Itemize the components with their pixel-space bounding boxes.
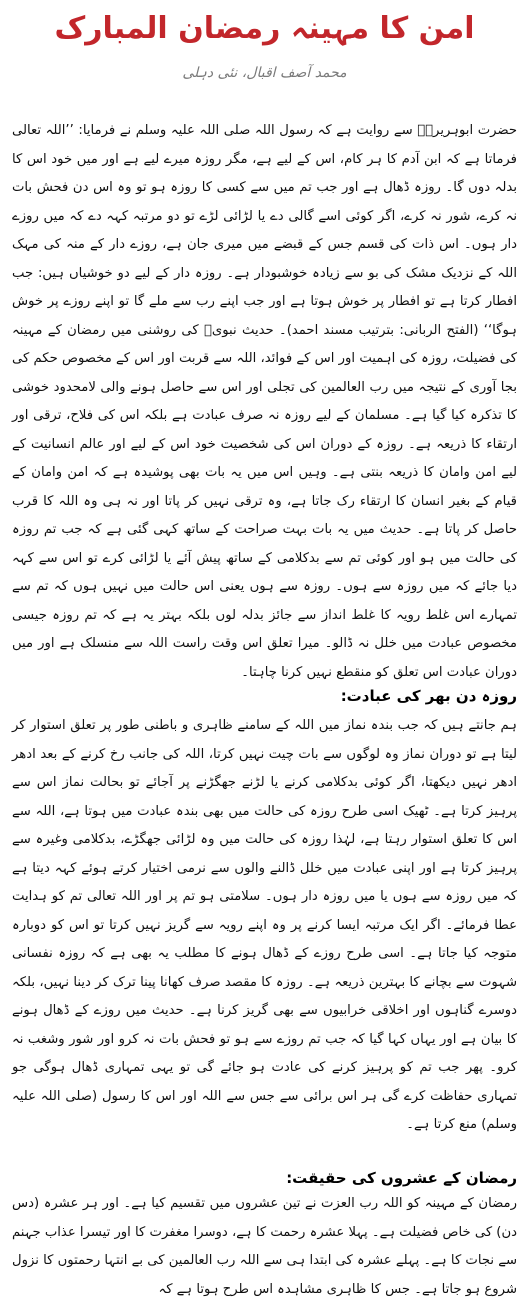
section-paragraph-roza: ہم جانتے ہیں کہ جب بندہ نماز میں اللہ کے سامنے ظاہری و باطنی طور پر تعلق استوار کر لیتا ہے تو دوران نماز وہ لوگوں سے بات چیت نہیں کرتا، اللہ کی جانب رخ کرنے کے بعد ادھر ادھر نہیں دیکھتا، اگر کوئی بدکلامی کرنے یا لڑنے جھگڑنے پر آجائے تو بحالت نماز اس سے پرہیز کرتا ہے۔ ٹھیک اسی طرح روزہ کی حالت میں بھی بندہ عبادت میں ہوتا ہے، اللہ سے اس کا تعلق استوار رہتا ہے، لہٰذا روزہ کی حالت میں وہ لڑائی جھگڑے، بدکلامی وغیرہ سے پرہیز کرتا ہے اور اپنی عبادت میں خلل ڈالنے والوں سے نرمی اختیار کرتے ہوئے کہہ دیتا ہے کہ میں روزہ سے ہوں یا میں روزہ دار ہوں۔ سلامتی ہو تم پر اور اللہ تعالی تم کو ہدایت عطا فرمائے۔ اگر ایک مرتبہ ایسا کرنے پر وہ اپنے رویہ سے گریز نہیں کرتا تو اس کو دوبارہ متوجہ کیا جاتا ہے۔ اسی طرح روزے کے ڈھال ہونے کا مطلب یہ بھی ہے کہ روزہ نفسانی شہوت سے بچانے کا بہترین ذریعہ ہے۔ روزہ کا مقصد صرف کھانا پینا ترک کر دینا نہیں، بلکہ دوسرے گناہوں اور اخلاقی خرابیوں سے بھی گریز کرنا ہے۔ حدیث میں روزے کے ڈھال ہونے کا بیان ہے اور یہاں کہا گیا کہ جب تم روزے سے ہو تو فحش بات نہ کرو اور شور وشغب نہ کرو۔ پھر جب تم کو پرہیز کرنے کی عادت ہو جائے گی تو یہی تمہاری ڈھال ہوگی جو تمہاری حفاظت کرے گی ہر اس برائی سے جس سے اللہ اور اس کا رسول (صلی اللہ علیہ وسلم) منع کرتا ہے۔	[12, 718, 517, 1132]
section-heading-ashre: رمضان کے عشروں کی حقیقت:	[286, 1169, 517, 1187]
intro-paragraph: حضرت ابوہریرہؓ سے روایت ہے کہ رسول اللہ صلی اللہ علیہ وسلم نے فرمایا: ’’اللہ تعالی فرماتا ہے کہ ابن آدم کا ہر کام، اس کے لیے ہے، مگر روزہ میرے لیے ہے اور میں خود اس کا بدلہ دوں گا۔ روزہ ڈھال ہے اور جب تم میں سے کسی کا روزہ ہو تو وہ اس دن فحش بات نہ کرے، شور نہ کرے، اگر کوئی اسے گالی دے یا لڑائی لڑے تو دو مرتبہ کہہ دے کہ میں روزے دار ہوں۔ اس ذات کی قسم جس کے قبضے میں میری جان ہے، روزے دار کے منہ کی مہک اللہ کے نزدیک مشک کی بو سے زیادہ خوشبودار ہے۔ روزہ دار کے لیے دو خوشیاں ہیں: جب افطار کرتا ہے تو افطار پر خوش ہوتا ہے اور جب اپنے رب سے ملے گا تو اپنے روزے پر خوش ہوگا‘‘ (الفتح الربانی: بترتیب مسند احمد)۔ حدیث نبویؐ کی روشنی میں رمضان کے مہینہ کی فضیلت، روزہ کی اہمیت اور اس کے فوائد، اللہ سے قربت اور اس کے مخصوص حکم کی بجا آوری کے نتیجہ میں رب العالمین کی تجلی اور اس سے حاصل ہونے والی لامحدود خوشی کا تذکرہ کیا گیا ہے۔ مسلمان کے لیے روزہ نہ صرف عبادت ہے بلکہ اس کی فلاح، ترقی اور ارتقاء کا ذریعہ ہے۔ روزہ کے دوران اس کی شخصیت خود اس کے لیے اور عالم انسانیت کے لیے امن وامان کا ذریعہ بنتی ہے۔ وہیں اس میں یہ بات بھی پوشیدہ ہے کہ امن وامان کے قیام کے بغیر انسان کا ارتقاء رک جاتا ہے، وہ ترقی نہیں کر پاتا اور نہ ہی وہ اللہ کا قرب حاصل کر پاتا ہے۔ حدیث میں یہ بات بہت صراحت کے ساتھ کہی گئی ہے کہ جب تم روزہ کی حالت میں ہو اور کوئی تم سے بدکلامی کے ساتھ پیش آئے یا لڑائی کرے تو اس سے کہہ دیا جائے کہ میں روزہ سے ہوں۔ روزہ سے ہوں یعنی اس حالت میں نہیں ہوں کہ تم سے تمہارے اس غلط رویہ کا غلط انداز سے جائز بدلہ لوں بلکہ بہتر یہ ہے کہ تم روزہ جیسی مخصوص عبادت میں خلل نہ ڈالو۔ میرا تعلق اس وقت راست اللہ سے منسلک ہے اور میں دوران عبادت اس تعلق کو منقطع نہیں کرنا چاہتا۔	[12, 123, 517, 680]
section-heading-roza: روزہ دن بھر کی عبادت:	[340, 687, 517, 705]
section-paragraph-ashre: رمضان کے مہینہ کو اللہ رب العزت نے تین عشروں میں تقسیم کیا ہے۔ اور ہر عشرہ (دس دن) کی خاص فضیلت ہے۔ پہلا عشرہ رحمت کا ہے، دوسرا مغفرت کا اور تیسرا عذاب جہنم سے نجات کا ہے۔ پہلے عشرہ کی ابتدا ہی سے اللہ رب العالمین کی بے انتہا رحمتوں کا نزول شروع ہو جاتا ہے۔ جس کا ظاہری مشاہدہ اس طرح ہوتا ہے کہ	[12, 1196, 517, 1297]
article-title: امن کا مہینہ رمضان المبارک	[54, 11, 475, 46]
article-author: محمد آصف اقبال، نئی دہلی	[182, 65, 347, 81]
